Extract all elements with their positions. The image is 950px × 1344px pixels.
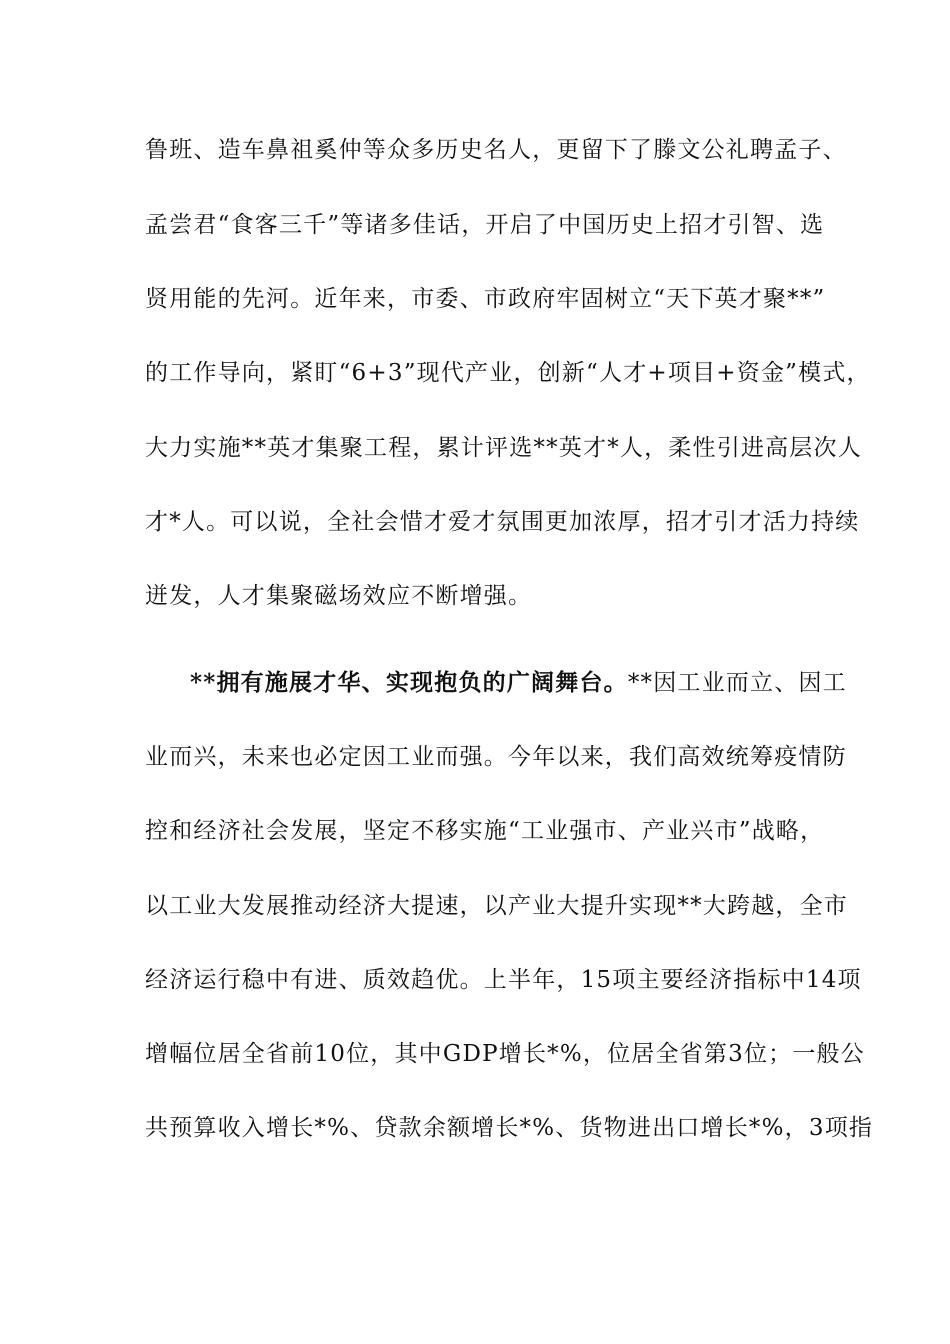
paragraph-2-line-1: [190, 668, 847, 698]
paragraph-1-line-5: 大力实施**英才集聚工程，累计评选**英才*人，柔性引进高层次人: [145, 435, 862, 461]
paragraph-1-line-3: 贤用能的先河。近年来，市委、市政府牢固树立“天下英才聚**”: [145, 286, 826, 312]
paragraph-2-line-6: 增幅位居全省前10位，其中GDP增长*%，位居全省第3位；一般公: [145, 1041, 865, 1067]
paragraph-2-heading: **拥有施展才华、实现抱负的广阔舞台。: [190, 669, 628, 696]
paragraph-2-first-line-text: **因工业而立、因工: [627, 670, 847, 696]
paragraph-2-line-3: 控和经济社会发展，坚定不移实施“工业强市、产业兴市”战略，: [145, 818, 825, 844]
paragraph-1-line-6: 才*人。可以说，全社会惜才爱才氛围更加浓厚，招才引才活力持续: [145, 509, 860, 535]
paragraph-1-line-4: 的工作导向，紧盯“6+3”现代产业，创新“人才+项目+资金”模式，: [145, 360, 871, 386]
paragraph-1-line-1: 鲁班、造车鼻祖奚仲等众多历史名人，更留下了滕文公礼聘孟子、: [145, 137, 847, 163]
paragraph-1-line-2: 孟尝君“食客三千”等诸多佳话，开启了中国历史上招才引智、选: [145, 212, 825, 238]
paragraph-2-line-2: 业而兴，未来也必定因工业而强。今年以来，我们高效统筹疫情防: [145, 744, 847, 770]
paragraph-2-line-7: 共预算收入增长*%、贷款余额增长*%、货物进出口增长*%，3项指: [145, 1115, 874, 1141]
paragraph-1-line-7: 迸发，人才集聚磁场效应不断增强。: [145, 583, 533, 609]
paragraph-2-line-4: 以工业大发展推动经济大提速，以产业大提升实现**大跨越，全市: [145, 893, 848, 919]
paragraph-2-line-5: 经济运行稳中有进、质效趋优。上半年，15项主要经济指标中14项: [145, 967, 862, 993]
